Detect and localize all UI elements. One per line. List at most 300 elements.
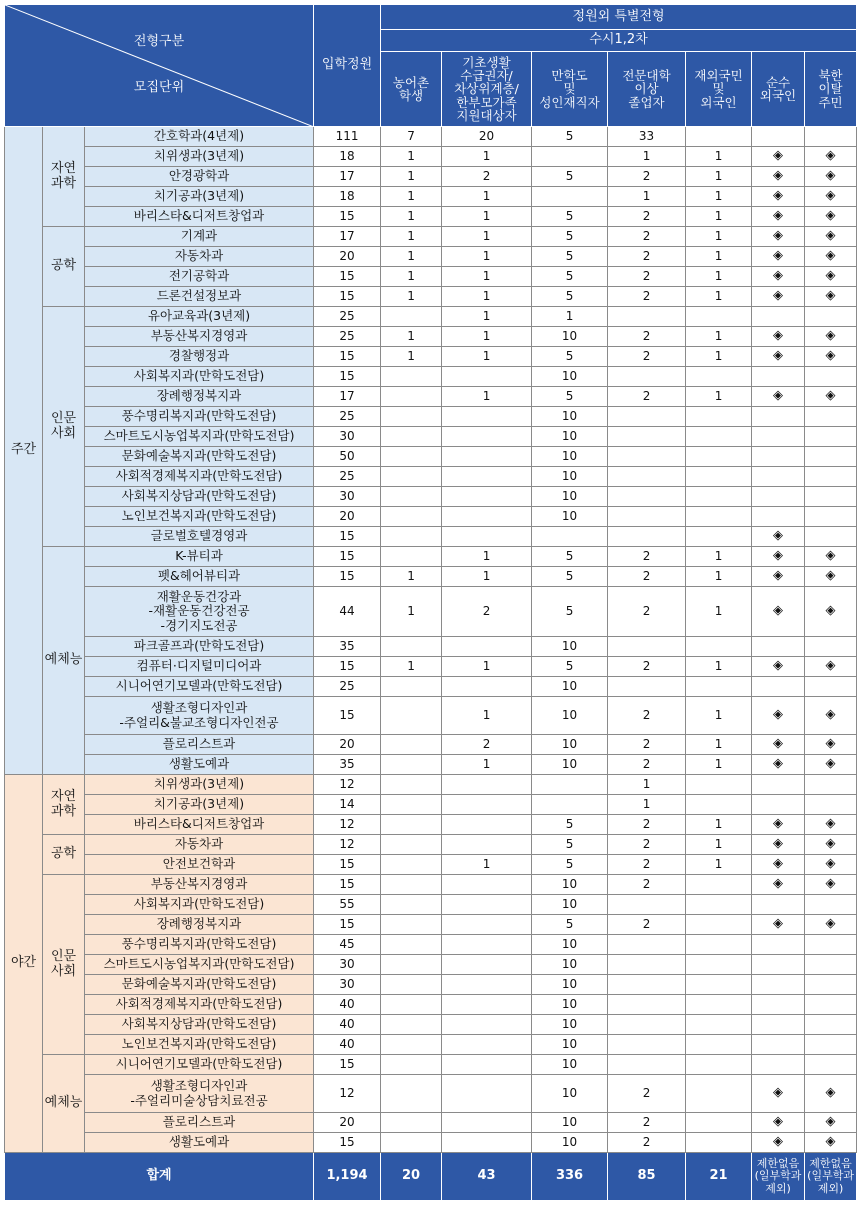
header-corner-cell xyxy=(5,5,314,127)
text-line: 스마트도시농업복지과(만학도전담) xyxy=(103,428,295,444)
value-cell xyxy=(608,467,686,487)
value-cell xyxy=(805,447,857,467)
total-note xyxy=(752,1153,805,1201)
text-line: 예체능 xyxy=(44,1095,83,1111)
quota-cell: 20 xyxy=(314,247,381,267)
value-cell xyxy=(381,735,442,755)
value-cell xyxy=(442,427,532,447)
value-cell: 1 xyxy=(686,755,752,775)
value-cell: 5 xyxy=(532,587,608,637)
table-row xyxy=(5,815,857,835)
text-line: 및 xyxy=(563,81,576,97)
text-line: 노인보건복지과(만학도전담) xyxy=(121,1036,277,1052)
diamond-icon: ◈ xyxy=(805,915,857,935)
table-body xyxy=(5,127,857,1153)
value-cell: 1 xyxy=(381,147,442,167)
value-cell xyxy=(752,895,805,915)
value-cell: 2 xyxy=(608,587,686,637)
value-cell: 2 xyxy=(442,167,532,187)
text-line: 재외국민 xyxy=(694,68,743,84)
department-name xyxy=(85,875,314,895)
value-cell: 1 xyxy=(686,187,752,207)
table-row xyxy=(5,855,857,875)
value-cell xyxy=(381,895,442,915)
value-cell: 2 xyxy=(608,735,686,755)
text-line: 사회복지과(만학도전담) xyxy=(133,368,265,384)
diamond-icon: ◈ xyxy=(752,187,805,207)
text-line: 장례행정복지과 xyxy=(156,916,242,932)
diamond-icon: ◈ xyxy=(752,347,805,367)
header-col1 xyxy=(381,52,442,127)
text-line: 과학 xyxy=(50,175,77,191)
department-name xyxy=(85,815,314,835)
value-cell xyxy=(532,795,608,815)
department-name xyxy=(85,657,314,677)
text-line: 노인보건복지과(만학도전담) xyxy=(121,508,277,524)
department-name xyxy=(85,187,314,207)
quota-cell: 15 xyxy=(314,915,381,935)
diamond-icon: ◈ xyxy=(805,327,857,347)
text-line: 학생 xyxy=(398,88,424,103)
value-cell xyxy=(381,447,442,467)
text-line: 인문 xyxy=(50,948,77,964)
diamond-icon: ◈ xyxy=(805,387,857,407)
value-cell: 1 xyxy=(442,547,532,567)
text-line: 컴퓨터·디지털미디어과 xyxy=(136,658,262,674)
header-col4 xyxy=(608,52,686,127)
value-cell xyxy=(442,995,532,1015)
value-cell xyxy=(805,507,857,527)
value-cell: 1 xyxy=(442,267,532,287)
quota-cell: 25 xyxy=(314,407,381,427)
value-cell xyxy=(805,795,857,815)
value-cell xyxy=(752,427,805,447)
value-cell: 10 xyxy=(532,755,608,775)
category-label xyxy=(43,307,85,547)
table-row xyxy=(5,1075,857,1113)
diamond-icon: ◈ xyxy=(805,657,857,677)
value-cell xyxy=(442,775,532,795)
quota-cell: 15 xyxy=(314,347,381,367)
value-cell xyxy=(381,677,442,697)
header-col7 xyxy=(805,52,857,127)
value-cell: 10 xyxy=(532,1075,608,1113)
text-line: 시니어연기모델과(만학도전담) xyxy=(115,678,283,694)
table-row xyxy=(5,1055,857,1075)
value-cell: 1 xyxy=(381,347,442,367)
value-cell: 5 xyxy=(532,915,608,935)
department-name xyxy=(85,507,314,527)
value-cell xyxy=(752,975,805,995)
value-cell: 1 xyxy=(381,167,442,187)
diamond-icon: ◈ xyxy=(752,567,805,587)
value-cell: 1 xyxy=(442,855,532,875)
text-line: -경기지도전공 xyxy=(160,617,238,633)
value-cell xyxy=(442,935,532,955)
value-cell: 1 xyxy=(442,207,532,227)
department-name xyxy=(85,975,314,995)
quota-cell: 25 xyxy=(314,307,381,327)
text-line: 사회적경제복지과(만학도전담) xyxy=(115,468,283,484)
value-cell xyxy=(381,1113,442,1133)
header-quota: 입학정원 xyxy=(314,5,381,127)
total-value: 43 xyxy=(442,1153,532,1201)
value-cell: 1 xyxy=(381,207,442,227)
quota-cell: 15 xyxy=(314,547,381,567)
value-cell: 10 xyxy=(532,447,608,467)
value-cell: 5 xyxy=(532,247,608,267)
value-cell xyxy=(752,467,805,487)
value-cell: 5 xyxy=(532,387,608,407)
value-cell xyxy=(686,367,752,387)
value-cell xyxy=(381,367,442,387)
diamond-icon: ◈ xyxy=(805,287,857,307)
value-cell: 2 xyxy=(442,587,532,637)
value-cell xyxy=(752,407,805,427)
value-cell xyxy=(752,955,805,975)
value-cell: 1 xyxy=(686,347,752,367)
header-rounds: 수시1,2차 xyxy=(381,30,857,52)
department-name xyxy=(85,935,314,955)
table-row xyxy=(5,187,857,207)
value-cell xyxy=(686,127,752,147)
category-label xyxy=(43,127,85,227)
header-col3 xyxy=(532,52,608,127)
value-cell: 1 xyxy=(686,167,752,187)
diamond-icon: ◈ xyxy=(805,875,857,895)
quota-cell: 15 xyxy=(314,1133,381,1153)
quota-cell: 45 xyxy=(314,935,381,955)
value-cell xyxy=(805,775,857,795)
value-cell: 10 xyxy=(532,875,608,895)
text-line: 농어촌 xyxy=(392,74,430,90)
value-cell: 5 xyxy=(532,127,608,147)
table-row xyxy=(5,527,857,547)
text-line: 제한없음 xyxy=(756,1157,800,1171)
department-name xyxy=(85,755,314,775)
value-cell xyxy=(805,677,857,697)
value-cell xyxy=(805,895,857,915)
total-value: 21 xyxy=(686,1153,752,1201)
quota-cell: 111 xyxy=(314,127,381,147)
value-cell xyxy=(686,795,752,815)
value-cell: 1 xyxy=(686,267,752,287)
department-name xyxy=(85,637,314,657)
text-line: 전문대학 xyxy=(622,68,671,84)
text-line: 시니어연기모델과(만학도전담) xyxy=(115,1056,283,1072)
department-name xyxy=(85,1075,314,1113)
text-line: 글로벌호텔경영과 xyxy=(150,528,248,544)
value-cell: 10 xyxy=(532,995,608,1015)
category-label xyxy=(43,547,85,775)
value-cell xyxy=(752,447,805,467)
value-cell: 5 xyxy=(532,567,608,587)
diamond-icon: ◈ xyxy=(752,527,805,547)
value-cell: 5 xyxy=(532,657,608,677)
value-cell: 2 xyxy=(608,207,686,227)
text-line: 제한없음 xyxy=(809,1157,852,1171)
diamond-icon: ◈ xyxy=(805,207,857,227)
table-row xyxy=(5,637,857,657)
department-name xyxy=(85,407,314,427)
value-cell xyxy=(608,1035,686,1055)
diamond-icon: ◈ xyxy=(805,1113,857,1133)
value-cell: 5 xyxy=(532,547,608,567)
diamond-icon: ◈ xyxy=(752,855,805,875)
table-row xyxy=(5,427,857,447)
diamond-icon: ◈ xyxy=(805,267,857,287)
value-cell xyxy=(381,307,442,327)
value-cell xyxy=(805,527,857,547)
value-cell: 10 xyxy=(532,407,608,427)
value-cell xyxy=(608,1015,686,1035)
text-line: 문화예술복지과(만학도전담) xyxy=(121,976,277,992)
value-cell xyxy=(805,407,857,427)
value-cell: 2 xyxy=(608,327,686,347)
table-row xyxy=(5,567,857,587)
diamond-icon: ◈ xyxy=(752,815,805,835)
diamond-icon: ◈ xyxy=(805,187,857,207)
value-cell xyxy=(608,1055,686,1075)
value-cell xyxy=(442,815,532,835)
table-row xyxy=(5,547,857,567)
value-cell: 10 xyxy=(532,427,608,447)
diamond-icon: ◈ xyxy=(805,247,857,267)
value-cell xyxy=(608,995,686,1015)
text-line: 치기공과(3년제) xyxy=(153,188,245,204)
quota-cell: 40 xyxy=(314,1015,381,1035)
department-name xyxy=(85,1035,314,1055)
value-cell xyxy=(381,855,442,875)
value-cell: 10 xyxy=(532,1113,608,1133)
value-cell: 10 xyxy=(532,1015,608,1035)
value-cell xyxy=(686,995,752,1015)
value-cell xyxy=(686,915,752,935)
department-name xyxy=(85,367,314,387)
department-name xyxy=(85,467,314,487)
value-cell: 1 xyxy=(381,187,442,207)
text-line: 외국인 xyxy=(759,88,797,103)
text-line: 장례행정복지과 xyxy=(156,388,242,404)
text-line: 과학 xyxy=(50,803,77,819)
text-line: 사회복지상담과(만학도전담) xyxy=(121,1016,277,1032)
text-line: K-뷰티과 xyxy=(175,548,223,564)
diamond-icon: ◈ xyxy=(805,835,857,855)
text-line: 이탈 xyxy=(818,81,843,97)
text-line: 생활조형디자인과 xyxy=(150,700,248,716)
text-line: 사회적경제복지과(만학도전담) xyxy=(115,996,283,1012)
quota-cell: 15 xyxy=(314,367,381,387)
value-cell xyxy=(381,995,442,1015)
diamond-icon: ◈ xyxy=(752,267,805,287)
diamond-icon: ◈ xyxy=(805,567,857,587)
value-cell: 10 xyxy=(532,367,608,387)
header-col2 xyxy=(442,52,532,127)
value-cell xyxy=(686,637,752,657)
value-cell xyxy=(608,895,686,915)
value-cell xyxy=(442,915,532,935)
value-cell xyxy=(532,775,608,795)
value-cell xyxy=(686,875,752,895)
table-row xyxy=(5,1015,857,1035)
value-cell xyxy=(381,1075,442,1113)
value-cell xyxy=(805,427,857,447)
department-name xyxy=(85,287,314,307)
value-cell: 5 xyxy=(532,167,608,187)
value-cell xyxy=(805,955,857,975)
table-row xyxy=(5,735,857,755)
value-cell: 1 xyxy=(686,147,752,167)
value-cell: 10 xyxy=(532,1035,608,1055)
department-name xyxy=(85,697,314,735)
total-value: 336 xyxy=(532,1153,608,1201)
table-row xyxy=(5,915,857,935)
value-cell xyxy=(686,527,752,547)
quota-cell: 12 xyxy=(314,775,381,795)
value-cell xyxy=(686,1015,752,1035)
text-line: 북한 xyxy=(818,68,843,84)
table-row xyxy=(5,207,857,227)
value-cell: 2 xyxy=(608,347,686,367)
value-cell xyxy=(442,1113,532,1133)
value-cell xyxy=(381,507,442,527)
value-cell: 1 xyxy=(686,327,752,347)
value-cell: 33 xyxy=(608,127,686,147)
value-cell xyxy=(805,637,857,657)
diamond-icon: ◈ xyxy=(805,547,857,567)
value-cell: 2 xyxy=(608,915,686,935)
text-line: 전기공학과 xyxy=(168,268,230,284)
diamond-icon: ◈ xyxy=(752,697,805,735)
value-cell: 1 xyxy=(686,387,752,407)
text-line: -재활운동건강전공 xyxy=(148,603,250,619)
text-line: 플로리스트과 xyxy=(162,1114,236,1130)
text-line: 풍수명리복지과(만학도전담) xyxy=(121,408,277,424)
header-col5 xyxy=(686,52,752,127)
diamond-icon: ◈ xyxy=(752,167,805,187)
quota-cell: 30 xyxy=(314,975,381,995)
total-note xyxy=(805,1153,857,1201)
department-name xyxy=(85,835,314,855)
diamond-icon: ◈ xyxy=(805,855,857,875)
value-cell xyxy=(686,677,752,697)
value-cell xyxy=(805,307,857,327)
quota-cell: 12 xyxy=(314,815,381,835)
value-cell xyxy=(381,547,442,567)
value-cell xyxy=(381,387,442,407)
diamond-icon: ◈ xyxy=(752,227,805,247)
value-cell xyxy=(381,697,442,735)
diamond-icon: ◈ xyxy=(752,735,805,755)
value-cell xyxy=(608,487,686,507)
text-line: 안전보건학과 xyxy=(162,856,236,872)
table-row xyxy=(5,975,857,995)
value-cell xyxy=(442,1055,532,1075)
night-section-label: 야간 xyxy=(5,775,43,1153)
diamond-icon: ◈ xyxy=(805,697,857,735)
department-name xyxy=(85,387,314,407)
value-cell xyxy=(805,1035,857,1055)
quota-cell: 15 xyxy=(314,527,381,547)
table-row xyxy=(5,677,857,697)
text-line: 사회복지상담과(만학도전담) xyxy=(121,488,277,504)
value-cell xyxy=(805,367,857,387)
table-row xyxy=(5,895,857,915)
value-cell: 1 xyxy=(442,347,532,367)
value-cell xyxy=(805,975,857,995)
value-cell xyxy=(381,975,442,995)
value-cell xyxy=(442,527,532,547)
text-line: 생활도예과 xyxy=(168,1134,230,1150)
department-name xyxy=(85,677,314,697)
text-line: 펫&헤어뷰티과 xyxy=(157,568,241,584)
value-cell: 1 xyxy=(686,735,752,755)
value-cell: 1 xyxy=(608,147,686,167)
value-cell xyxy=(381,795,442,815)
value-cell: 5 xyxy=(532,287,608,307)
table-row xyxy=(5,307,857,327)
diamond-icon: ◈ xyxy=(752,755,805,775)
department-name xyxy=(85,955,314,975)
text-line: 간호학과(4년제) xyxy=(153,128,245,144)
table-row xyxy=(5,467,857,487)
value-cell xyxy=(442,507,532,527)
value-cell xyxy=(752,1055,805,1075)
value-cell xyxy=(442,795,532,815)
value-cell: 1 xyxy=(686,287,752,307)
value-cell xyxy=(442,955,532,975)
quota-cell: 20 xyxy=(314,507,381,527)
text-line: (일부학과 xyxy=(754,1169,802,1183)
value-cell: 1 xyxy=(608,795,686,815)
value-cell: 1 xyxy=(686,587,752,637)
value-cell xyxy=(381,427,442,447)
value-cell xyxy=(381,1055,442,1075)
table-row xyxy=(5,755,857,775)
text-line: 부동산복지경영과 xyxy=(150,328,248,344)
value-cell xyxy=(381,875,442,895)
diamond-icon: ◈ xyxy=(805,1133,857,1153)
value-cell xyxy=(381,815,442,835)
value-cell xyxy=(381,915,442,935)
category-label xyxy=(43,227,85,307)
text-line: 생활도예과 xyxy=(168,756,230,772)
department-name xyxy=(85,567,314,587)
quota-cell: 15 xyxy=(314,287,381,307)
table-row xyxy=(5,657,857,677)
text-line: 차상위계층/ xyxy=(454,81,519,97)
value-cell xyxy=(442,895,532,915)
value-cell xyxy=(805,127,857,147)
value-cell: 10 xyxy=(532,697,608,735)
diamond-icon: ◈ xyxy=(805,147,857,167)
value-cell: 1 xyxy=(442,755,532,775)
value-cell: 10 xyxy=(532,1133,608,1153)
value-cell xyxy=(686,487,752,507)
quota-cell: 18 xyxy=(314,187,381,207)
value-cell: 1 xyxy=(686,697,752,735)
value-cell xyxy=(686,407,752,427)
department-name xyxy=(85,427,314,447)
text-line: 부동산복지경영과 xyxy=(150,876,248,892)
value-cell: 2 xyxy=(608,567,686,587)
table-footer xyxy=(5,1153,857,1201)
text-line: 바리스타&디저트창업과 xyxy=(133,208,265,224)
category-label xyxy=(43,835,85,875)
quota-cell: 30 xyxy=(314,955,381,975)
table-row xyxy=(5,267,857,287)
value-cell xyxy=(442,487,532,507)
